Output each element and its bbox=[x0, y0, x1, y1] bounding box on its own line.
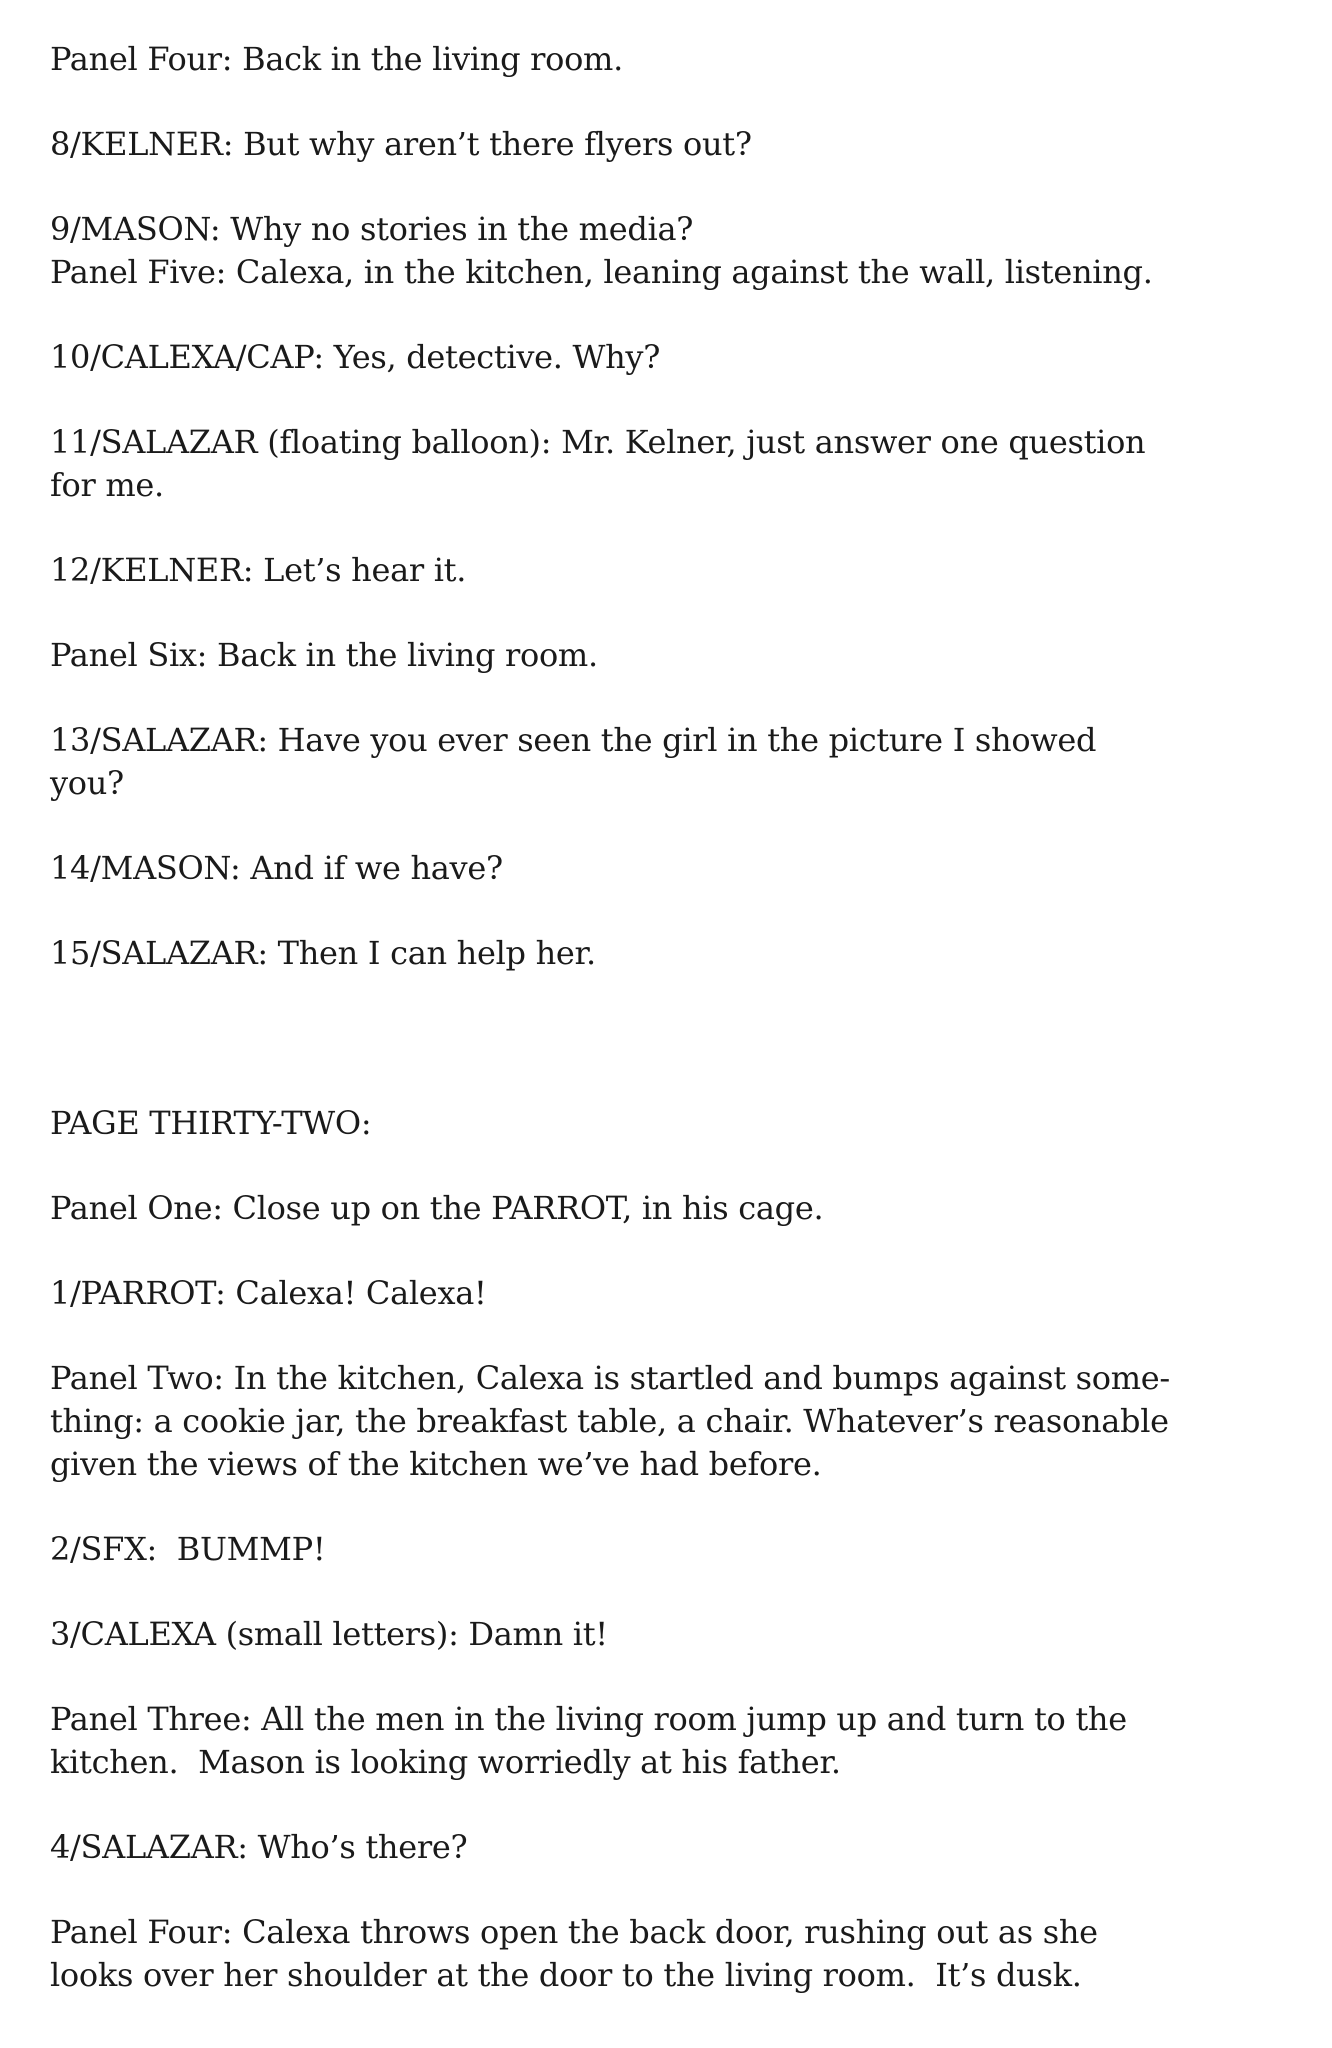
dialogue-line: you? bbox=[50, 764, 124, 802]
panel-heading: Panel Six: Back in the living room. bbox=[50, 636, 598, 674]
dialogue-line: 9/MASON: Why no stories in the media? bbox=[50, 210, 694, 248]
panel-heading: Panel One: Close up on the PARROT, in his cage. bbox=[50, 1189, 824, 1227]
panel-heading: Panel Four: Back in the living room. bbox=[50, 40, 623, 78]
dialogue-line: 12/KELNER: Let’s hear it. bbox=[50, 551, 467, 589]
dialogue-line: 15/SALAZAR: Then I can help her. bbox=[50, 934, 596, 972]
panel-heading: given the views of the kitchen we’ve had before. bbox=[50, 1445, 822, 1483]
sfx-line: 2/SFX: BUMMP! bbox=[50, 1530, 326, 1568]
dialogue-line: 11/SALAZAR (floating balloon): Mr. Kelner, just answer one question bbox=[50, 423, 1146, 461]
panel-heading: Panel Five: Calexa, in the kitchen, leaning against the wall, listening. bbox=[50, 253, 1153, 291]
panel-heading: Panel Two: In the kitchen, Calexa is startled and bumps against some- bbox=[50, 1359, 1170, 1397]
panel-heading: kitchen. Mason is looking worriedly at his father. bbox=[50, 1743, 841, 1781]
panel-heading: Panel Three: All the men in the living room jump up and turn to the bbox=[50, 1700, 1127, 1738]
dialogue-line: 1/PARROT: Calexa! Calexa! bbox=[50, 1274, 487, 1312]
dialogue-line: 14/MASON: And if we have? bbox=[50, 849, 503, 887]
dialogue-line: for me. bbox=[50, 466, 164, 504]
dialogue-line: 8/KELNER: But why aren’t there flyers out? bbox=[50, 125, 752, 163]
dialogue-line: 13/SALAZAR: Have you ever seen the girl in the picture I showed bbox=[50, 721, 1097, 759]
dialogue-line: 10/CALEXA/CAP: Yes, detective. Why? bbox=[50, 338, 661, 376]
panel-heading: thing: a cookie jar, the breakfast table, a chair. Whatever’s reasonable bbox=[50, 1402, 1169, 1440]
panel-heading: looks over her shoulder at the door to the living room. It’s dusk. bbox=[50, 1956, 1082, 1994]
dialogue-line: 3/CALEXA (small letters): Damn it! bbox=[50, 1615, 608, 1653]
dialogue-line: 4/SALAZAR: Who’s there? bbox=[50, 1828, 468, 1866]
page-heading: PAGE THIRTY-TWO: bbox=[50, 1104, 372, 1142]
panel-heading: Panel Four: Calexa throws open the back door, rushing out as she bbox=[50, 1913, 1098, 1951]
